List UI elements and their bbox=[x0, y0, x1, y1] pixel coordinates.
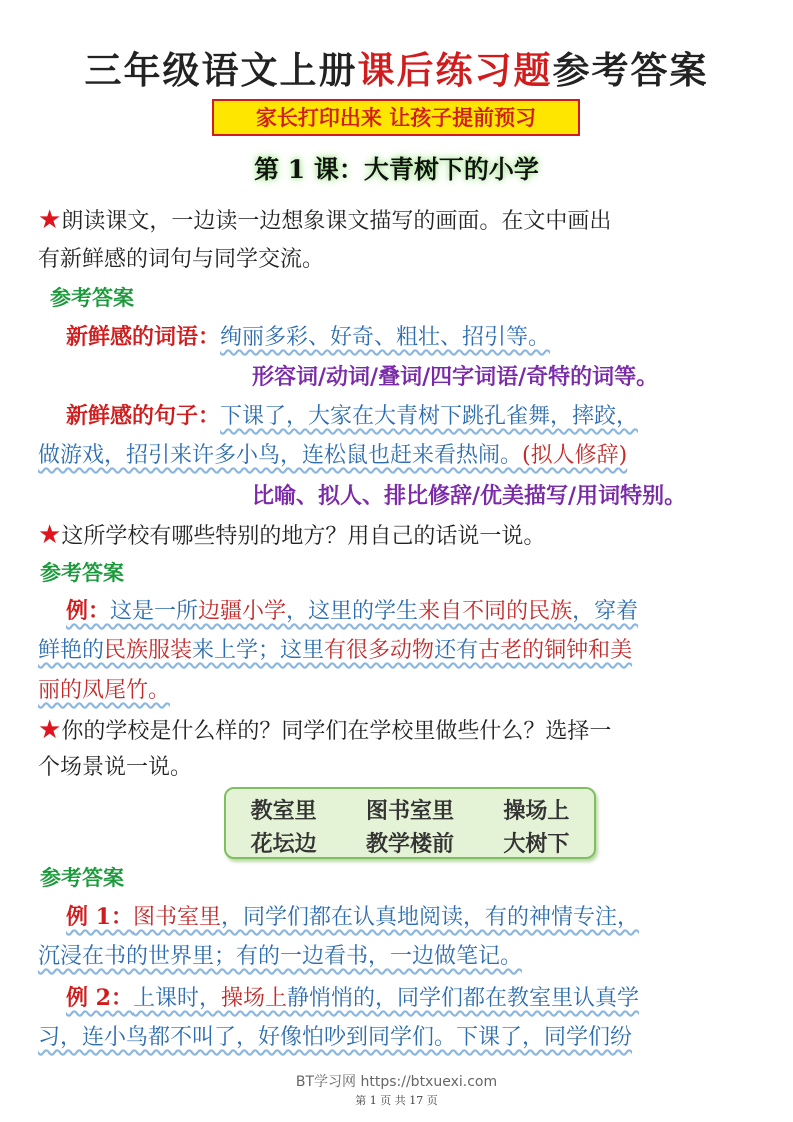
star-icon: ★ bbox=[38, 205, 62, 235]
title-part3: 参考答案 bbox=[552, 48, 709, 92]
q2-example-line3: 丽的凤尾竹。 bbox=[38, 678, 171, 703]
scene-option: 花坛边 bbox=[250, 831, 317, 857]
q3-line1: ★你的学校是什么样的？同学们在学校里做些什么？选择一 bbox=[38, 715, 612, 745]
words-label: 新鲜感的词语： bbox=[66, 324, 221, 350]
q2-example-line1: 例：这是一所边疆小学，这里的学生来自不同的民族，穿着 bbox=[66, 598, 639, 624]
scene-option: 大树下 bbox=[503, 831, 570, 857]
q3-example1-line1: 例 1：图书室里，同学们都在认真地阅读，有的神情专注， bbox=[66, 904, 639, 930]
scene-option: 教学楼前 bbox=[365, 831, 454, 857]
scene-row-2 bbox=[226, 827, 594, 858]
q1-line1 bbox=[38, 205, 611, 237]
q3-example2-line2: 习，连小鸟都不叫了，好像怕吵到同学们。下课了，同学们纷 bbox=[38, 1025, 633, 1050]
scene-option: 教室里 bbox=[250, 798, 317, 824]
scene-row-1 bbox=[226, 794, 594, 825]
lesson-heading: 第 1 课：大青树下的小学 bbox=[254, 155, 539, 184]
q1-words-line bbox=[66, 322, 550, 353]
sentence-label: 新鲜感的句子： bbox=[66, 403, 221, 429]
footer-page-number: 第 1 页 共 17 页 bbox=[355, 1094, 438, 1107]
q1-answer-label: 参考答案 bbox=[50, 285, 134, 310]
title-part1: 三年级语文上册 bbox=[84, 48, 358, 92]
q2-answer-label: 参考答案 bbox=[40, 560, 124, 585]
q2-line1: ★这所学校有哪些特别的地方？用自己的话说一说。 bbox=[38, 520, 546, 550]
q1-text1: 朗读课文，一边读一边想象课文描写的画面。在文中画出 bbox=[61, 209, 612, 234]
footer-site: BT学习网 https://btxuexi.com bbox=[295, 1074, 498, 1090]
print-banner: 家长打印出来 让孩子提前预习 bbox=[212, 99, 580, 136]
star-icon: ★ bbox=[38, 520, 62, 550]
q3-line2: 个场景说一说。 bbox=[38, 755, 193, 780]
q2-example-line2: 鲜艳的民族服装来上学；这里有很多动物还有古老的铜钟和美 bbox=[38, 638, 633, 663]
title-part2: 课后练习题 bbox=[357, 48, 553, 92]
q3-example2-line1: 例 2：上课时，操场上静悄悄的，同学们都在教室里认真学 bbox=[66, 985, 640, 1011]
page-title bbox=[0, 40, 793, 94]
q1-words-note: 形容词/动词/叠词/四字词语/奇特的词等。 bbox=[252, 364, 659, 390]
q1-sentence-line1: 新鲜感的句子：下课了，大家在大青树下跳孔雀舞，摔跤， bbox=[66, 403, 639, 429]
q1-sentence-note: 比喻、拟人、排比修辞/优美描写/用词特别。 bbox=[252, 483, 687, 509]
rhetoric-tag: (拟人修辞) bbox=[522, 443, 628, 468]
words-text: 绚丽多彩、好奇、粗壮、招引等。 bbox=[220, 325, 551, 350]
q1-line2: 有新鲜感的词句与同学交流。 bbox=[38, 247, 325, 272]
q3-answer-label: 参考答案 bbox=[40, 865, 124, 890]
q3-example1-line2: 沉浸在书的世界里；有的一边看书，一边做笔记。 bbox=[38, 944, 523, 969]
star-icon: ★ bbox=[38, 715, 62, 745]
scene-option: 图书室里 bbox=[365, 798, 454, 824]
scene-option: 操场上 bbox=[503, 798, 570, 824]
q1-sentence-line2: 做游戏，招引来许多小鸟，连松鼠也赶来看热闹。(拟人修辞) bbox=[38, 443, 628, 468]
scene-options-box bbox=[224, 787, 596, 859]
